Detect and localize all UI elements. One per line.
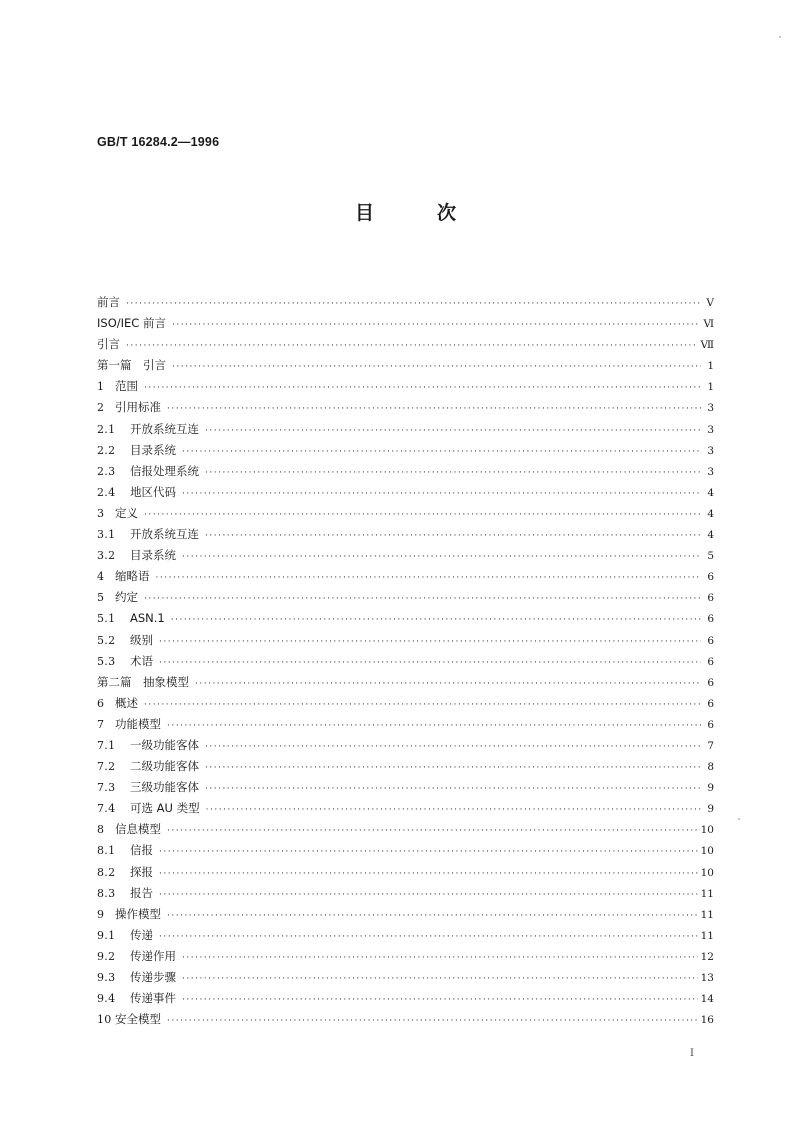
toc-entry-page: 4 [707,486,714,499]
toc-entry[interactable] [97,376,714,397]
toc-dot-leader [172,315,700,336]
toc-dot-leader [167,399,701,420]
toc-entry-number: 3.1 [97,528,116,542]
toc-entry-number: 2 [97,401,105,415]
toc-entry[interactable] [97,461,714,482]
toc-entry-page: 5 [707,550,714,563]
toc-entry[interactable] [97,883,714,904]
toc-dot-leader [182,442,701,463]
toc-entry[interactable] [97,482,714,503]
toc-entry-page: 6 [707,634,714,647]
toc-entry-page: 3 [707,465,714,478]
toc-entry-page: 4 [707,507,714,520]
toc-dot-leader [205,737,701,758]
toc-entry[interactable] [97,545,714,566]
scan-speck [779,36,781,38]
toc-dot-leader [159,927,698,948]
toc-dot-leader [195,674,701,695]
toc-entry-page: V [706,297,714,309]
toc-entry[interactable] [97,397,714,418]
toc-entry-label: 信报 [130,843,153,858]
toc-entry-page: 6 [707,718,714,731]
toc-dot-leader [172,357,701,378]
toc-entry-number: 5.1 [97,612,116,626]
table-of-contents [97,292,714,1030]
toc-entry-label: 术语 [130,653,153,668]
toc-entry-label: 引用标准 [115,400,161,415]
toc-entry-number: 9.4 [97,992,116,1006]
toc-dot-leader [182,484,701,505]
toc-entry-number: 10 [97,1013,112,1027]
toc-entry[interactable] [97,756,714,777]
toc-dot-leader [182,948,698,969]
toc-entry[interactable] [97,693,714,714]
toc-entry-number: 7.3 [97,781,116,795]
toc-entry[interactable] [97,862,714,883]
toc-entry-label: 第二篇 抽象模型 [97,674,189,689]
toc-entry-page: 4 [707,529,714,542]
toc-entry-label: 第一篇 引言 [97,358,166,373]
toc-entry[interactable] [97,440,714,461]
toc-entry[interactable] [97,651,714,672]
toc-entry-number: 8.3 [97,886,116,900]
toc-entry-page: 10 [700,845,714,858]
toc-entry-page: 10 [700,824,714,837]
toc-entry-page: 3 [707,402,714,415]
toc-dot-leader [159,864,698,885]
toc-entry[interactable] [97,672,714,693]
toc-entry-number: 2.2 [97,443,116,457]
toc-entry-page: 14 [700,993,714,1006]
toc-entry-label: 一级功能客体 [130,737,199,752]
toc-entry-page: 6 [707,571,714,584]
toc-dot-leader [159,653,701,674]
toc-dot-leader [182,547,701,568]
toc-entry-label: 级别 [130,632,153,647]
toc-entry-number: 4 [97,570,105,584]
toc-entry-label: 信报处理系统 [130,463,199,478]
toc-dot-leader [159,842,698,863]
toc-entry-label: 报告 [130,885,153,900]
toc-entry-label: ASN.1 [130,611,165,626]
toc-entry-page: 11 [700,929,714,942]
toc-entry-number: 9.2 [97,949,116,963]
toc-entry-number: 2.4 [97,485,116,499]
toc-entry[interactable] [97,946,714,967]
toc-entry[interactable] [97,988,714,1009]
toc-entry[interactable] [97,524,714,545]
toc-entry[interactable] [97,967,714,988]
toc-entry-label: 范围 [115,379,138,394]
toc-dot-leader [182,990,698,1011]
toc-entry-number: 3 [97,506,105,520]
toc-entry-label: 操作模型 [115,906,161,921]
toc-entry[interactable] [97,313,714,334]
toc-entry-page: 9 [707,803,714,816]
toc-dot-leader [159,885,698,906]
toc-dot-leader [167,821,698,842]
toc-entry-label: 可选 AU 类型 [130,801,200,816]
toc-entry-number: 3.2 [97,549,116,563]
toc-entry[interactable] [97,292,714,313]
toc-dot-leader [205,463,701,484]
toc-dot-leader [167,906,698,927]
toc-entry-number: 9 [97,907,105,921]
toc-entry-number: 7.2 [97,760,116,774]
toc-entry[interactable] [97,587,714,608]
toc-dot-leader [205,758,701,779]
toc-entry[interactable] [97,608,714,629]
toc-entry-label: 概述 [115,695,138,710]
toc-entry-number: 1 [97,380,105,394]
toc-entry-label: 开放系统互连 [130,527,199,542]
toc-entry[interactable] [97,925,714,946]
toc-entry-label: 前言 [97,295,120,309]
toc-entry-page: 10 [700,866,714,879]
toc-dot-leader [167,1011,698,1032]
toc-entry-label: 传递步骤 [130,970,176,984]
toc-dot-leader [205,421,701,442]
toc-entry-label: 地区代码 [130,484,176,499]
toc-entry-number: 2.1 [97,422,116,436]
toc-entry[interactable] [97,1009,714,1030]
toc-entry-label: ISO/IEC 前言 [97,316,166,331]
toc-entry-page: Ⅵ [703,318,714,331]
toc-entry-label: 传递作用 [130,948,176,963]
toc-entry-label: 定义 [115,505,138,520]
toc-entry[interactable] [97,334,714,355]
toc-entry-page: 7 [707,739,714,752]
toc-entry-label: 传递 [130,927,153,942]
toc-entry-page: 13 [700,972,714,984]
toc-entry[interactable] [97,355,714,376]
toc-entry-number: 6 [97,696,105,710]
toc-entry[interactable] [97,777,714,798]
toc-entry-number: 8.2 [97,865,116,879]
toc-dot-leader [171,610,701,631]
page-title-char-1: 目 [355,202,375,224]
toc-entry-label: 开放系统互连 [130,421,199,436]
toc-entry[interactable] [97,735,714,756]
toc-entry-label: 目录系统 [130,442,176,457]
toc-entry-label: 缩略语 [115,569,150,584]
toc-entry-label: 传递事件 [130,991,176,1006]
toc-entry-page: 6 [707,592,714,605]
toc-entry-label: 功能模型 [115,716,161,731]
toc-entry-page: 16 [700,1014,714,1027]
page-title-char-2: 次 [437,202,457,224]
toc-entry-number: 7.4 [97,802,116,816]
toc-entry[interactable] [97,904,714,925]
toc-entry[interactable] [97,819,714,840]
toc-entry-page: Ⅶ [700,339,714,352]
toc-entry[interactable] [97,566,714,587]
toc-entry-number: 8.1 [97,844,116,858]
toc-entry-label: 探报 [130,864,153,879]
toc-entry-number: 8 [97,823,105,837]
toc-entry-page: 11 [700,908,714,921]
toc-entry-number: 5 [97,591,105,605]
toc-dot-leader [182,969,698,990]
toc-entry-page: 11 [700,887,714,900]
toc-entry-number: 7 [97,717,105,731]
toc-entry-page: 6 [707,676,714,689]
toc-entry-number: 5.2 [97,633,116,647]
toc-entry[interactable] [97,419,714,440]
toc-dot-leader [144,378,701,399]
toc-dot-leader [206,800,701,821]
toc-entry-number: 5.3 [97,654,116,668]
toc-entry-number: 2.3 [97,464,116,478]
toc-entry-page: 6 [707,655,714,668]
standard-code: GB/T 16284.2—1996 [97,135,220,149]
toc-dot-leader [156,568,702,589]
toc-entry[interactable] [97,840,714,861]
toc-dot-leader [126,294,701,315]
toc-entry-number: 7.1 [97,738,116,752]
toc-dot-leader [126,336,697,357]
toc-entry-label: 三级功能客体 [130,780,199,795]
toc-entry-page: 12 [700,950,714,963]
toc-dot-leader [205,526,701,547]
toc-dot-leader [144,505,701,526]
toc-entry-label: 安全模型 [115,1012,161,1027]
toc-entry-page: 6 [707,697,714,710]
toc-entry-page: 9 [707,782,714,795]
toc-entry-page: 1 [707,381,714,394]
toc-entry-page: 6 [707,613,714,626]
toc-dot-leader [144,589,701,610]
toc-entry-page: 1 [707,360,714,373]
toc-entry-page: 8 [707,761,714,774]
page-number: I [690,1048,694,1059]
toc-entry[interactable] [97,503,714,524]
toc-entry[interactable] [97,630,714,651]
toc-dot-leader [159,632,701,653]
toc-dot-leader [205,779,701,800]
toc-entry[interactable] [97,798,714,819]
toc-entry-label: 约定 [115,590,138,605]
toc-entry-page: 3 [707,423,714,436]
toc-entry-number: 9.3 [97,971,116,984]
toc-entry-number: 9.1 [97,928,116,942]
scan-speck [738,818,740,820]
toc-entry-label: 引言 [97,337,120,352]
toc-entry-page: 3 [707,444,714,457]
toc-dot-leader [167,716,701,737]
toc-entry[interactable] [97,714,714,735]
toc-entry-label: 二级功能客体 [130,759,199,774]
toc-entry-label: 目录系统 [130,548,176,563]
toc-entry-label: 信息模型 [115,822,161,837]
toc-dot-leader [144,695,701,716]
